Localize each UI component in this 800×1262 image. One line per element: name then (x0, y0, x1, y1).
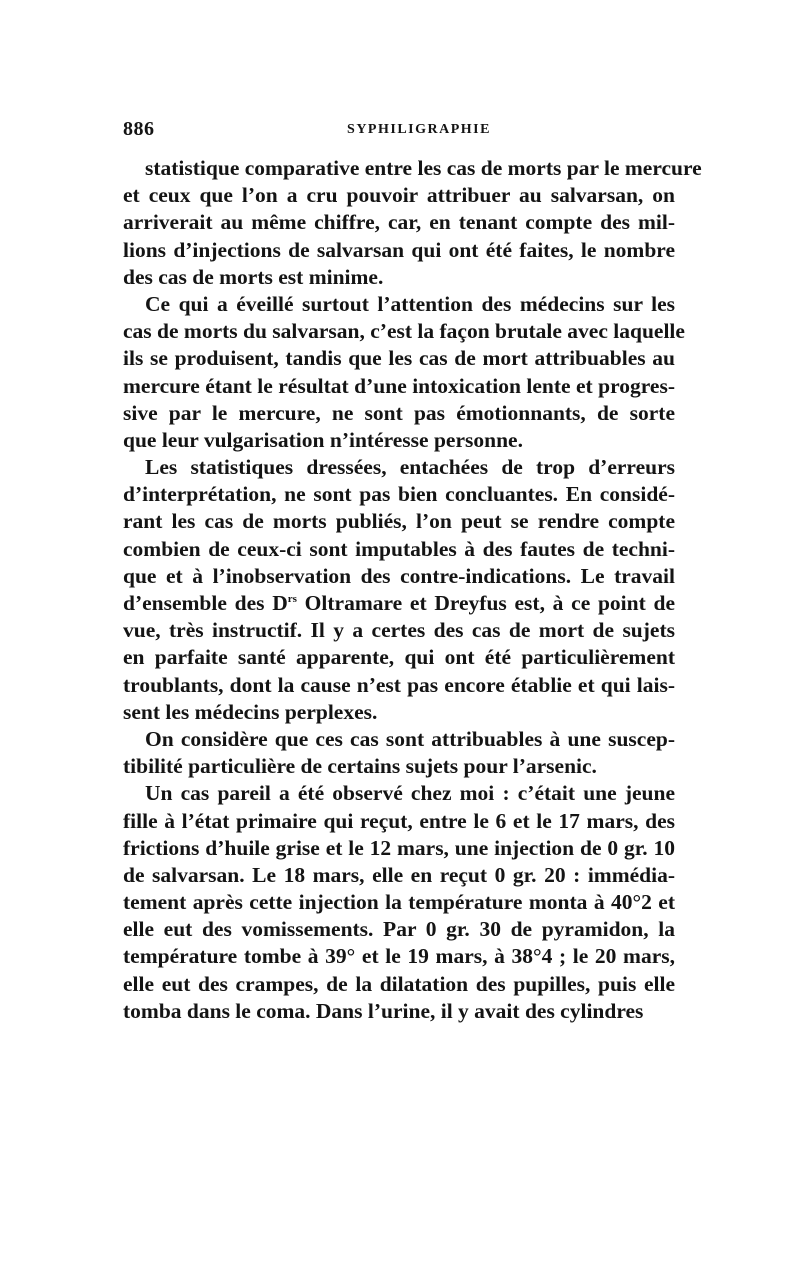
text-line: Ce qui a éveillé surtout l’attention des médecins sur les (145, 291, 675, 316)
body-text (123, 155, 702, 1025)
text-line: sive par le mercure, ne sont pas émotionnants, de sorte (123, 400, 675, 425)
text-line: des cas de morts est minime. (123, 264, 384, 289)
text-line (123, 590, 675, 617)
running-title: SYPHILIGRAPHIE (347, 122, 491, 137)
text-line: température tombe à 39° et le 19 mars, à 38°4 ; le 20 mars, (123, 944, 675, 969)
text-line: fille à l’état primaire qui reçut, entre le 6 et le 17 mars, des (123, 808, 675, 833)
text-line: troublants, dont la cause n’est pas encore établie et qui lais- (123, 672, 675, 697)
text-line: lions d’injections de salvarsan qui ont été faites, le nombre (123, 237, 675, 262)
text-line: Un cas pareil a été observé chez moi : c’était une jeune (145, 781, 675, 806)
paragraph (123, 291, 685, 454)
text-line: d’interprétation, ne sont pas bien concluantes. En considé- (123, 482, 675, 507)
text-line: cas de morts du salvarsan, c’est la façon brutale avec laquelle (123, 319, 685, 344)
text-line: de salvarsan. Le 18 mars, elle en reçut 0 gr. 20 : immédia- (123, 862, 675, 887)
text-line: que et à l’inobservation des contre-indications. Le travail (123, 563, 675, 588)
text-line: tibilité particulière de certains sujets pour l’arsenic. (123, 754, 597, 779)
text-line: tement après cette injection la température monta à 40°2 et (123, 890, 675, 915)
text-segment: Oltramare et Dreyfus est, à ce point de (296, 591, 675, 615)
text-line: Les statistiques dressées, entachées de trop d’erreurs (145, 455, 675, 480)
text-line: en parfaite santé apparente, qui ont été particulièrement (123, 645, 675, 670)
superscript-abbreviation: rs (287, 592, 297, 605)
paragraph (123, 155, 702, 291)
text-line: frictions d’huile grise et le 12 mars, une injection de 0 gr. 10 (123, 835, 675, 860)
text-line: mercure étant le résultat d’une intoxication lente et progres- (123, 373, 675, 398)
text-line: que leur vulgarisation n’intéresse personne. (123, 427, 523, 452)
text-line: elle eut des crampes, de la dilatation des pupilles, puis elle (123, 971, 675, 996)
text-segment: d’ensemble des D (123, 591, 288, 615)
text-line: rant les cas de morts publiés, l’on peut se rendre compte (123, 509, 675, 534)
text-line: sent les médecins perplexes. (123, 699, 378, 724)
running-head (123, 112, 675, 142)
text-line: tomba dans le coma. Dans l’urine, il y avait des cylindres (123, 998, 644, 1023)
paragraph (123, 454, 675, 726)
text-line: On considère que ces cas sont attribuables à une suscep- (145, 726, 675, 751)
paragraph (123, 726, 675, 780)
text-line: vue, très instructif. Il y a certes des cas de mort de sujets (123, 618, 675, 643)
text-line: elle eut des vomissements. Par 0 gr. 30 de pyramidon, la (123, 917, 675, 942)
book-page (123, 112, 702, 1025)
paragraph (123, 780, 675, 1025)
text-line: et ceux que l’on a cru pouvoir attribuer au salvarsan, on (123, 183, 675, 208)
text-line: ils se produisent, tandis que les cas de mort attribuables au (123, 346, 675, 371)
text-line: arriverait au même chiffre, car, en tenant compte des mil- (123, 210, 675, 235)
page-number: 886 (123, 118, 155, 140)
text-line: statistique comparative entre les cas de morts par le mercure (145, 156, 702, 180)
text-line: combien de ceux-ci sont imputables à des fautes de techni- (123, 536, 675, 561)
